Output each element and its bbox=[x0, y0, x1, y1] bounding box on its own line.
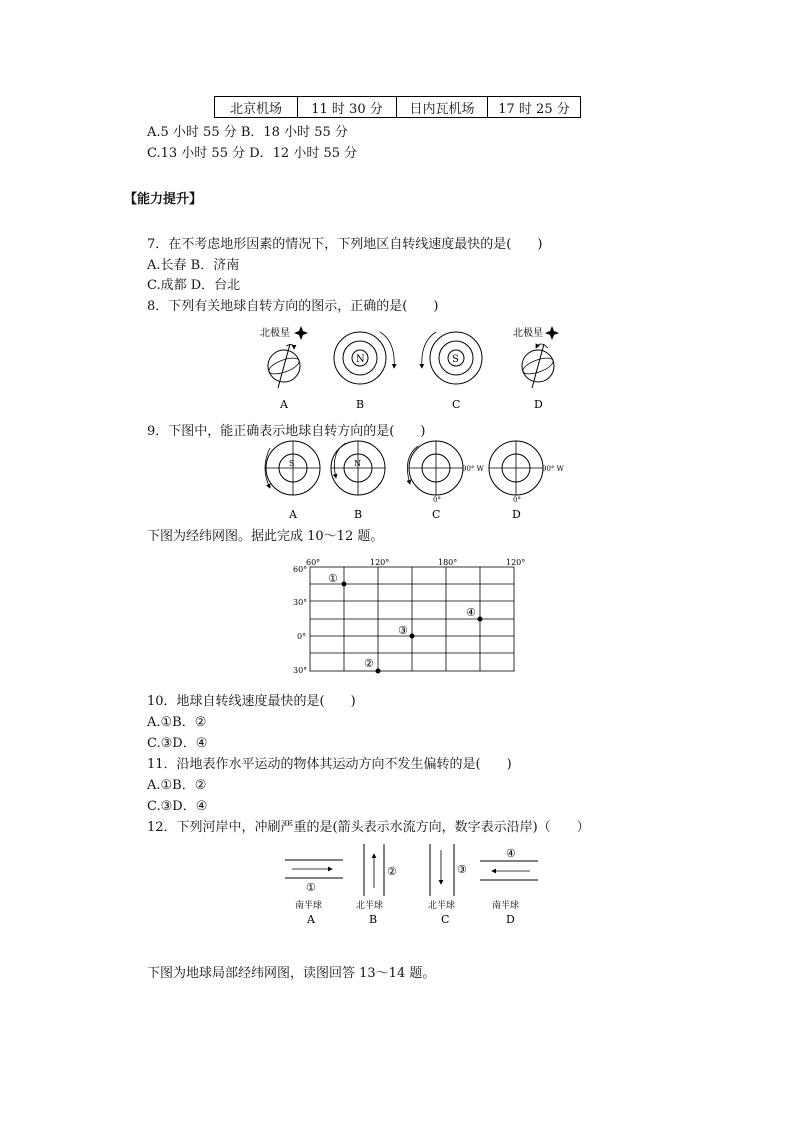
q6-options-cd: C.13 小时 55 分 D．12 小时 55 分 bbox=[147, 146, 358, 161]
q9-globe-b bbox=[331, 441, 385, 495]
time-table bbox=[214, 96, 581, 118]
q10-options-ab: A.①B．② bbox=[147, 715, 207, 730]
option-label: D bbox=[506, 913, 515, 926]
option-label: A bbox=[307, 913, 315, 926]
bank-label: ③ bbox=[457, 863, 467, 876]
grid-point bbox=[342, 582, 347, 587]
grid-point bbox=[376, 669, 381, 674]
point-label: ③ bbox=[398, 624, 408, 637]
section-title: 【能力提升】 bbox=[124, 192, 203, 207]
lon-tick-label: 120° bbox=[370, 558, 390, 567]
q8-stem: 8．下列有关地球自转方向的图示，正确的是( ) bbox=[147, 299, 439, 314]
river-a bbox=[285, 860, 343, 926]
longitude-label: 0° bbox=[513, 496, 521, 504]
lat-tick-label: 60° bbox=[293, 565, 308, 574]
river-b bbox=[356, 844, 397, 926]
q9-globe-d bbox=[489, 441, 565, 504]
hemisphere-label: 南半球 bbox=[295, 901, 323, 911]
table-cell: 17 时 25 分 bbox=[488, 97, 581, 118]
north-pole-label: N bbox=[356, 354, 365, 365]
grid-intro: 下图为经纬网图。据此完成 10～12 题。 bbox=[147, 529, 384, 544]
q7-options-cd: C.成都 D．台北 bbox=[147, 278, 241, 293]
north-star-label: 北极星 bbox=[260, 328, 290, 339]
longitude-label: 0° bbox=[433, 496, 441, 504]
star-icon bbox=[545, 326, 559, 340]
north-star-label: 北极星 bbox=[513, 328, 543, 339]
river-d bbox=[480, 847, 538, 926]
longitude-label: 90° W bbox=[462, 465, 484, 473]
q8-globe-b bbox=[334, 332, 394, 384]
table-cell: 北京机场 bbox=[215, 97, 298, 118]
q10-options-cd: C.③D．④ bbox=[147, 736, 208, 751]
option-label: B bbox=[356, 398, 365, 411]
south-pole-label: S bbox=[289, 459, 295, 468]
q8-globe-d bbox=[513, 326, 559, 388]
q11-options-ab: A.①B．② bbox=[147, 778, 207, 793]
lat-tick-label: 30° bbox=[293, 666, 308, 675]
north-pole-label: N bbox=[354, 459, 361, 468]
q8-globe-a bbox=[260, 326, 308, 388]
table-cell: 11 时 30 分 bbox=[298, 97, 397, 118]
option-label: C bbox=[432, 508, 441, 521]
q6-options-ab: A.5 小时 55 分 B．18 小时 55 分 bbox=[147, 125, 348, 140]
option-label: B bbox=[354, 508, 363, 521]
hemisphere-label: 北半球 bbox=[356, 901, 384, 911]
q7-stem: 7．在不考虑地形因素的情况下，下列地区自转线速度最快的是( ) bbox=[147, 237, 543, 252]
grid-point bbox=[410, 634, 415, 639]
option-label: D bbox=[512, 508, 521, 521]
hemisphere-label: 南半球 bbox=[492, 901, 520, 911]
south-pole-label: S bbox=[452, 354, 459, 365]
final-intro: 下图为地球局部经纬网图，读图回答 13～14 题。 bbox=[147, 966, 436, 981]
lon-tick-label: 60° bbox=[306, 558, 321, 567]
bank-label: ① bbox=[306, 881, 316, 894]
q11-options-cd: C.③D．④ bbox=[147, 799, 208, 814]
q12-figure bbox=[280, 840, 550, 932]
option-label: B bbox=[369, 913, 378, 926]
river-c bbox=[428, 844, 467, 926]
point-label: ④ bbox=[466, 606, 476, 619]
q7-options-ab: A.长春 B．济南 bbox=[147, 258, 240, 273]
lon-tick-label: 180° bbox=[438, 558, 458, 567]
bank-label: ② bbox=[387, 865, 397, 878]
q12-stem: 12．下列河岸中，冲刷严重的是(箭头表示水流方向，数字表示沿岸)（ ） bbox=[147, 820, 590, 835]
table-row bbox=[215, 97, 581, 118]
option-label: C bbox=[441, 913, 450, 926]
option-label: D bbox=[534, 398, 543, 411]
q9-stem: 9．下图中，能正确表示地球自转方向的是( ) bbox=[147, 424, 426, 439]
q8-figure bbox=[250, 318, 570, 413]
q9-globe-a bbox=[265, 441, 320, 495]
hemisphere-label: 北半球 bbox=[428, 901, 456, 911]
star-icon bbox=[294, 326, 308, 340]
lat-tick-label: 0° bbox=[297, 632, 307, 641]
option-label: C bbox=[452, 398, 461, 411]
q9-figure bbox=[258, 438, 568, 522]
q11-stem: 11．沿地表作水平运动的物体其运动方向不发生偏转的是( ) bbox=[147, 757, 512, 772]
grid-point bbox=[478, 617, 483, 622]
longitude-label: 90° W bbox=[542, 465, 564, 473]
lon-tick-label: 120° bbox=[506, 558, 526, 567]
q9-globe-c bbox=[407, 441, 484, 504]
lat-tick-label: 30° bbox=[293, 598, 308, 607]
bank-label: ④ bbox=[506, 847, 516, 860]
table-cell: 日内瓦机场 bbox=[397, 97, 488, 118]
q8-globe-c bbox=[422, 332, 482, 384]
latlong-grid bbox=[290, 555, 530, 680]
point-label: ① bbox=[328, 572, 338, 585]
option-label: A bbox=[280, 398, 288, 411]
point-label: ② bbox=[364, 657, 374, 670]
q10-stem: 10．地球自转线速度最快的是( ) bbox=[147, 694, 356, 709]
option-label: A bbox=[289, 508, 297, 521]
